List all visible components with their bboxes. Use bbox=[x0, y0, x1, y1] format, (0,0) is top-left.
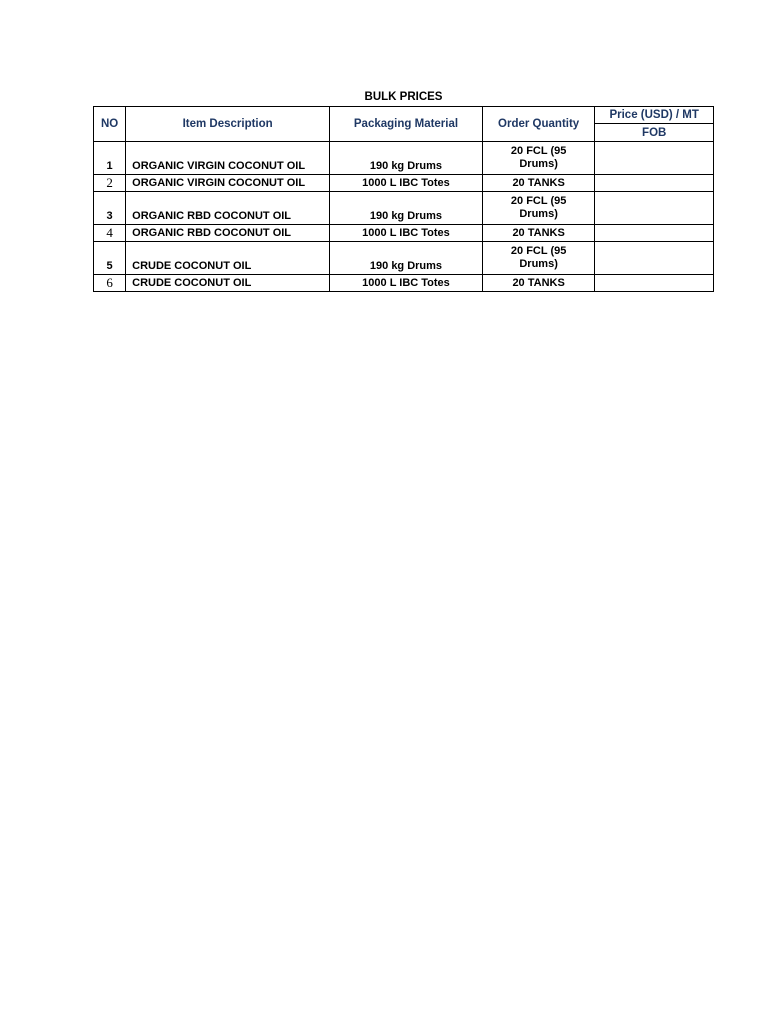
cell-price bbox=[595, 275, 714, 292]
qty-line-2: Drums) bbox=[519, 257, 558, 270]
table-row bbox=[94, 275, 714, 292]
cell-price bbox=[595, 175, 714, 192]
cell-item: ORGANIC RBD COCONUT OIL bbox=[126, 192, 330, 225]
cell-price bbox=[595, 242, 714, 275]
cell-packaging: 1000 L IBC Totes bbox=[330, 275, 483, 292]
cell-packaging: 1000 L IBC Totes bbox=[330, 225, 483, 242]
cell-order-quantity: 20 TANKS bbox=[482, 175, 595, 192]
qty-line-1: 20 FCL (95 bbox=[510, 194, 567, 207]
table-row bbox=[94, 192, 714, 225]
cell-no: 2 bbox=[94, 175, 126, 192]
document-title: BULK PRICES bbox=[364, 91, 443, 103]
cell-item: ORGANIC RBD COCONUT OIL bbox=[126, 225, 330, 242]
cell-price bbox=[595, 192, 714, 225]
cell-price bbox=[595, 142, 714, 175]
table-row bbox=[94, 242, 714, 275]
cell-order-quantity: 20 TANKS bbox=[482, 275, 595, 292]
cell-packaging: 1000 L IBC Totes bbox=[330, 175, 483, 192]
cell-item: ORGANIC VIRGIN COCONUT OIL bbox=[126, 175, 330, 192]
table-row bbox=[94, 142, 714, 175]
table-row bbox=[94, 175, 714, 192]
table-row bbox=[94, 225, 714, 242]
cell-order-quantity bbox=[482, 192, 595, 225]
qty-line-2: Drums) bbox=[519, 157, 558, 170]
cell-no: 1 bbox=[94, 142, 126, 175]
cell-order-quantity bbox=[482, 242, 595, 275]
cell-no: 5 bbox=[94, 242, 126, 275]
cell-item: CRUDE COCONUT OIL bbox=[126, 275, 330, 292]
qty-line-1: 20 FCL (95 bbox=[510, 144, 567, 157]
header-packaging-material: Packaging Material bbox=[330, 107, 483, 142]
header-item-description: Item Description bbox=[126, 107, 330, 142]
cell-packaging: 190 kg Drums bbox=[330, 242, 483, 275]
table-header-row bbox=[94, 107, 714, 124]
cell-item: ORGANIC VIRGIN COCONUT OIL bbox=[126, 142, 330, 175]
bulk-prices-table bbox=[93, 106, 714, 292]
cell-item: CRUDE COCONUT OIL bbox=[126, 242, 330, 275]
cell-order-quantity bbox=[482, 142, 595, 175]
cell-no: 4 bbox=[94, 225, 126, 242]
cell-order-quantity: 20 TANKS bbox=[482, 225, 595, 242]
qty-line-1: 20 FCL (95 bbox=[510, 244, 567, 257]
header-price-fob: FOB bbox=[595, 124, 714, 142]
cell-no: 3 bbox=[94, 192, 126, 225]
header-order-quantity: Order Quantity bbox=[482, 107, 595, 142]
cell-no: 6 bbox=[94, 275, 126, 292]
cell-price bbox=[595, 225, 714, 242]
cell-packaging: 190 kg Drums bbox=[330, 142, 483, 175]
header-no: NO bbox=[94, 107, 126, 142]
cell-packaging: 190 kg Drums bbox=[330, 192, 483, 225]
qty-line-2: Drums) bbox=[519, 207, 558, 220]
header-price: Price (USD) / MT bbox=[595, 107, 714, 124]
